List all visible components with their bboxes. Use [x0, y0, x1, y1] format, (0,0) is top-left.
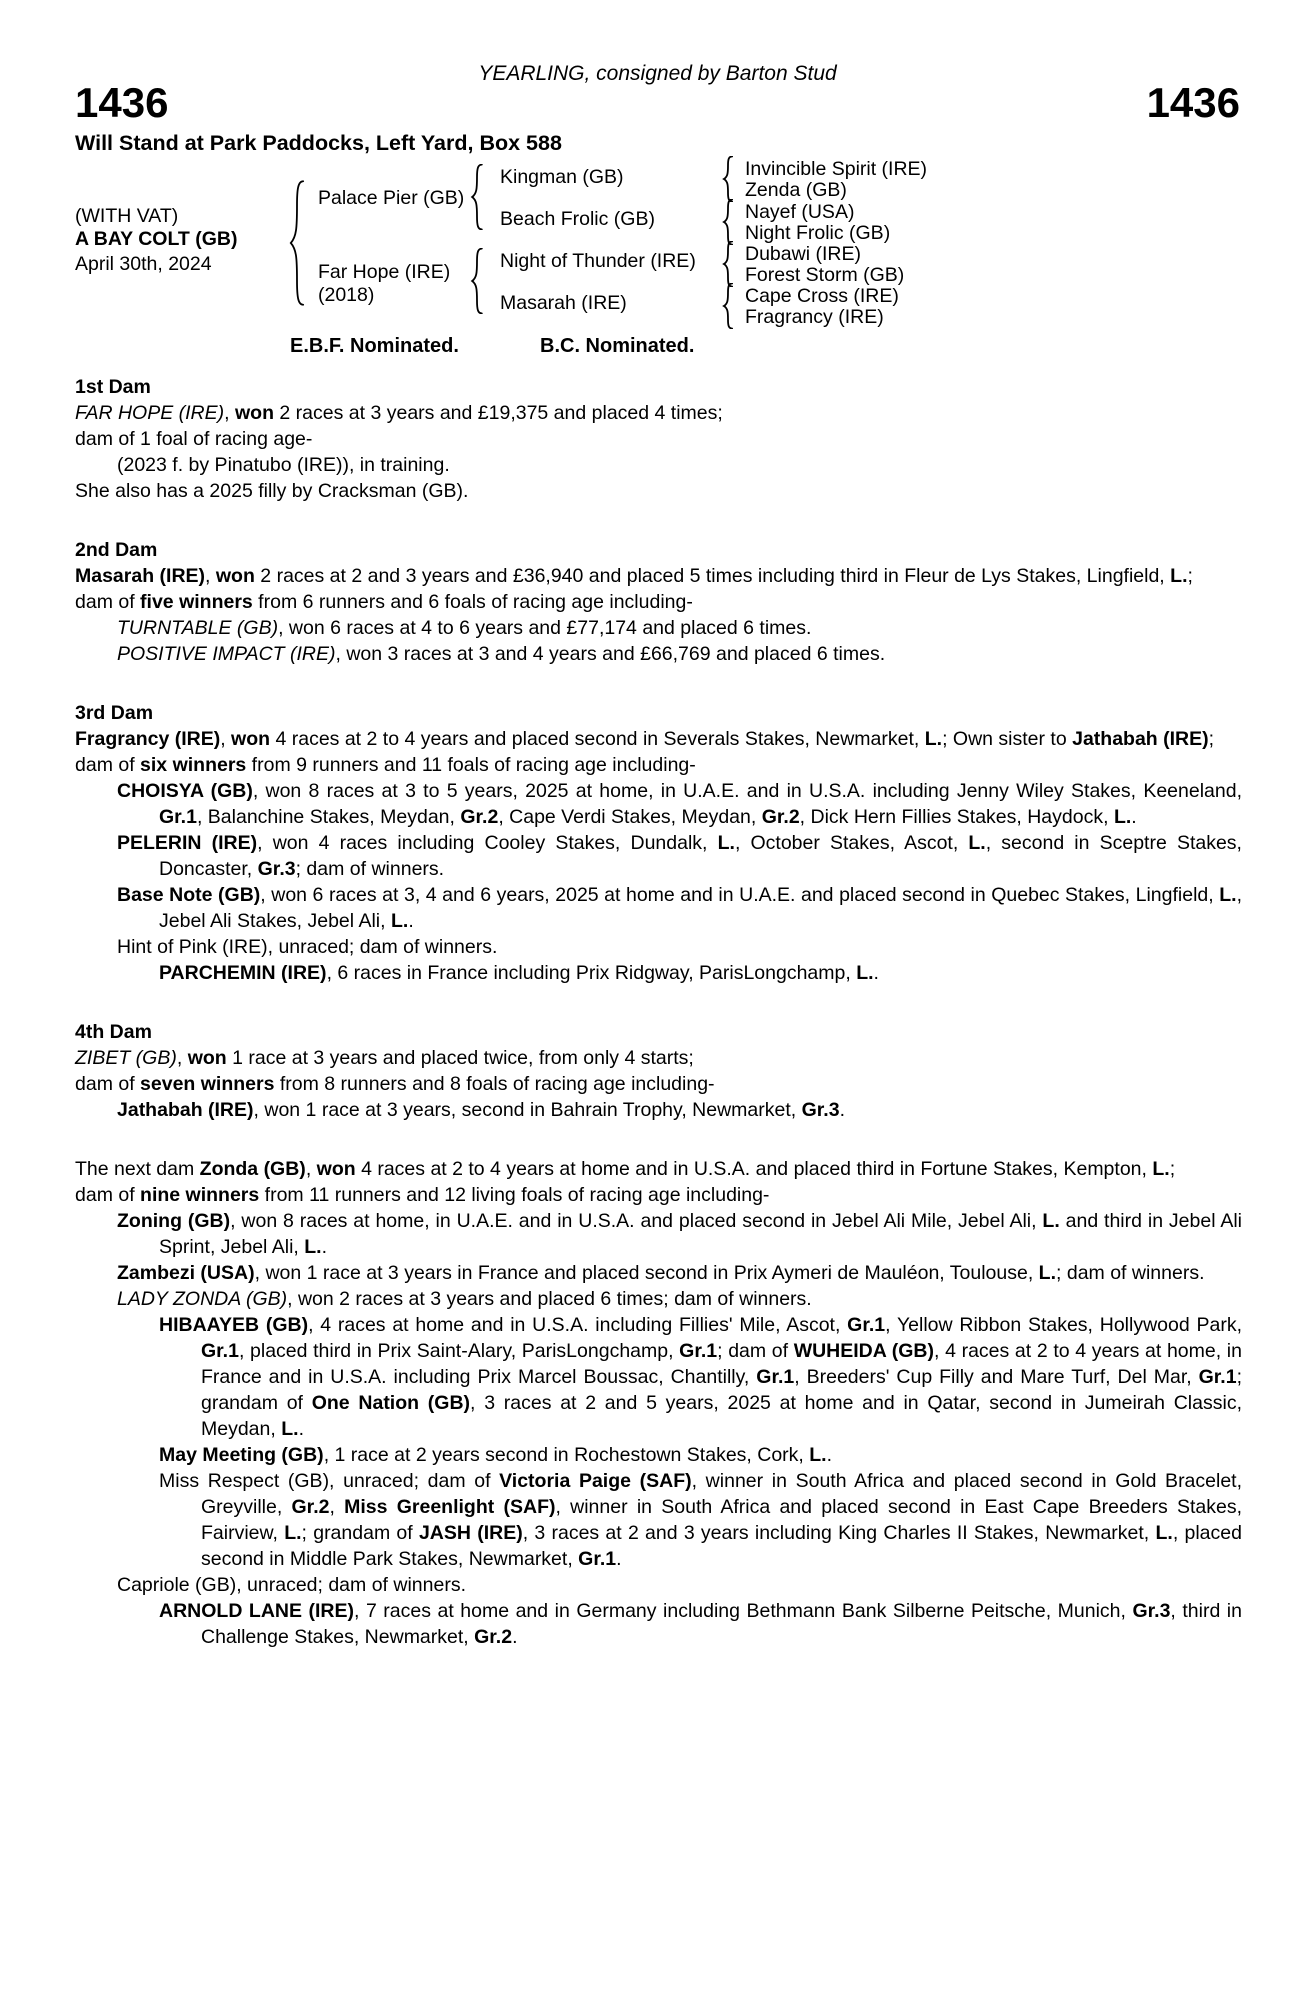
granddam-name: Masarah (IRE) [500, 292, 627, 314]
great-granddam-name: Zenda (GB) [745, 179, 847, 201]
pedigree-text-line: The next dam Zonda (GB), won 4 races at 2 to 4 years at home and in U.S.A. and placed third in Fortune Stakes, Kempton, L.; [75, 1158, 1176, 1180]
pedigree-table [0, 0, 1315, 340]
section-heading: 4th Dam [75, 1021, 152, 1043]
granddam-name: Beach Frolic (GB) [500, 208, 655, 230]
pedigree-text-line: PARCHEMIN (IRE), 6 races in France including Prix Ridgway, ParisLongchamp, L.. [159, 962, 879, 984]
pedigree-text-line: dam of six winners from 9 runners and 11 foals of racing age including- [75, 754, 696, 776]
pedigree-text-line: Base Note (GB), won 6 races at 3, 4 and 6 years, 2025 at home and in U.A.E. and placed second in Quebec Stakes, Lingfield, L., Jebel Ali Stakes, Jebel Ali, L.. [117, 884, 1242, 932]
pedigree-text-line: May Meeting (GB), 1 race at 2 years second in Rochestown Stakes, Cork, L.. [159, 1444, 833, 1466]
pedigree-text-line: POSITIVE IMPACT (IRE), won 3 races at 3 and 4 years and £66,769 and placed 6 times. [117, 643, 886, 665]
pedigree-text-line: FAR HOPE (IRE), won 2 races at 3 years and £19,375 and placed 4 times; [75, 402, 723, 424]
dam-section [75, 374, 1242, 504]
great-granddam-name: Forest Storm (GB) [745, 264, 905, 286]
colt-name: A BAY COLT (GB) [75, 228, 238, 250]
great-grandsire-name: Dubawi (IRE) [745, 243, 861, 265]
pedigree-text-line: TURNTABLE (GB), won 6 races at 4 to 6 years and £77,174 and placed 6 times. [117, 617, 812, 639]
bc-nomination: B.C. Nominated. [540, 335, 695, 357]
pedigree-text-line: Fragrancy (IRE), won 4 races at 2 to 4 years and placed second in Severals Stakes, Newmarket, L.; Own sister to Jathabah (IRE); [75, 728, 1215, 750]
pedigree-text-line: Zambezi (USA), won 1 race at 3 years in France and placed second in Prix Aymeri de Mauléon, Toulouse, L.; dam of winners. [117, 1262, 1205, 1284]
pedigree-text-line: Capriole (GB), unraced; dam of winners. [117, 1574, 466, 1596]
pedigree-text-line: Jathabah (IRE), won 1 race at 3 years, second in Bahrain Trophy, Newmarket, Gr.3. [117, 1099, 845, 1121]
pedigree-text-line: ZIBET (GB), won 1 race at 3 years and placed twice, from only 4 starts; [75, 1047, 694, 1069]
great-grandsire-name: Nayef (USA) [745, 201, 855, 223]
grandsire-name: Night of Thunder (IRE) [500, 250, 696, 272]
pedigree-text-line: She also has a 2025 filly by Cracksman (GB). [75, 480, 469, 502]
pedigree-text-line: LADY ZONDA (GB), won 2 races at 3 years and placed 6 times; dam of winners. [117, 1288, 812, 1310]
great-grandsire-name: Invincible Spirit (IRE) [745, 158, 928, 180]
pedigree-text-line: PELERIN (IRE), won 4 races including Cooley Stakes, Dundalk, L., October Stakes, Ascot, L., second in Sceptre Stakes, Doncaster, Gr.3; dam of winners. [117, 832, 1242, 880]
pedigree-brace-icon [722, 156, 734, 202]
pedigree-text-line: Hint of Pink (IRE), unraced; dam of winners. [117, 936, 498, 958]
lot-number-right: 1436 [1146, 79, 1240, 126]
great-granddam-name: Night Frolic (GB) [745, 222, 891, 244]
pedigree-text-line: Miss Respect (GB), unraced; dam of Victoria Paige (SAF), winner in South Africa and placed second in Gold Bracelet, Greyville, Gr.2, Miss Greenlight (SAF), winner in South Africa and placed second in East Cape Breeders Stakes, Fairview, L.; grandam of JASH (IRE), 3 races at 2 and 3 years including King Charles II Stakes, Newmarket, L., placed second in Middle Park Stakes, Newmarket, Gr.1. [159, 1470, 1243, 1570]
pedigree-text-line: dam of nine winners from 11 runners and 12 living foals of racing age including- [75, 1184, 770, 1206]
grandsire-name: Kingman (GB) [500, 166, 624, 188]
pedigree-text-line: HIBAAYEB (GB), 4 races at home and in U.S.A. including Fillies' Mile, Ascot, Gr.1, Yellow Ribbon Stakes, Hollywood Park, Gr.1, placed third in Prix Saint-Alary, ParisLongchamp, Gr.1; dam of WUHEIDA (GB), 4 races at 2 to 4 years at home, in France and in U.S.A. including Prix Marcel Boussac, Chantilly, Gr.1, Breeders' Cup Filly and Mare Turf, Del Mar, Gr.1; grandam of One Nation (GB), 3 races at 2 and 5 years, 2025 at home and in Qatar, second in Jumeirah Classic, Meydan, L.. [159, 1314, 1242, 1440]
pedigree-text-line: dam of 1 foal of racing age- [75, 428, 313, 450]
pedigree-brace-icon [722, 241, 734, 287]
vat-note: (WITH VAT) [75, 205, 179, 227]
ebf-nomination: E.B.F. Nominated. [290, 335, 459, 357]
pedigree-brace-icon [470, 164, 484, 230]
sire-name: Palace Pier (GB) [318, 187, 465, 209]
pedigree-text-line: (2023 f. by Pinatubo (IRE)), in training. [117, 454, 450, 476]
dam-section [75, 1019, 1242, 1123]
dam-section [75, 1156, 1242, 1650]
stand-location: Will Stand at Park Paddocks, Left Yard, Box 588 [75, 131, 562, 155]
pedigree-brace-icon [288, 180, 306, 306]
pedigree-brace-icon [722, 199, 734, 245]
dam-name: Far Hope (IRE) [318, 261, 451, 283]
great-grandsire-name: Cape Cross (IRE) [745, 285, 899, 307]
pedigree-text-line: Zoning (GB), won 8 races at home, in U.A.E. and in U.S.A. and placed second in Jebel Ali Mile, Jebel Ali, L. and third in Jebel Ali Sprint, Jebel Ali, L.. [117, 1210, 1242, 1258]
pedigree-brace-icon [722, 283, 734, 329]
section-heading: 1st Dam [75, 376, 151, 398]
pedigree-text-line: CHOISYA (GB), won 8 races at 3 to 5 years, 2025 at home, in U.A.E. and in U.S.A. including Jenny Wiley Stakes, Keeneland, Gr.1, Balanchine Stakes, Meydan, Gr.2, Cape Verdi Stakes, Meydan, Gr.2, Dick Hern Fillies Stakes, Haydock, L.. [117, 780, 1242, 828]
dam-section [75, 700, 1242, 986]
dam-year: (2018) [318, 284, 375, 306]
pedigree-text-line: dam of seven winners from 8 runners and 8 foals of racing age including- [75, 1073, 715, 1095]
dam-sections [75, 374, 1242, 1650]
section-heading: 2nd Dam [75, 539, 158, 561]
lot-number-left: 1436 [75, 79, 169, 126]
pedigree-text-line: Masarah (IRE), won 2 races at 2 and 3 years and £36,940 and placed 5 times including third in Fleur de Lys Stakes, Lingfield, L.; [75, 565, 1193, 587]
pedigree-text-line: ARNOLD LANE (IRE), 7 races at home and in Germany including Bethmann Bank Silberne Peitsche, Munich, Gr.3, third in Challenge Stakes, Newmarket, Gr.2. [159, 1600, 1242, 1648]
great-granddam-name: Fragrancy (IRE) [745, 306, 884, 328]
foaling-date: April 30th, 2024 [75, 253, 212, 275]
section-heading: 3rd Dam [75, 702, 154, 724]
pedigree-brace-icon [470, 248, 484, 314]
pedigree-text-line: dam of five winners from 6 runners and 6 foals of racing age including- [75, 591, 693, 613]
consignor-title: YEARLING, consigned by Barton Stud [478, 62, 837, 85]
dam-section [75, 537, 1242, 667]
